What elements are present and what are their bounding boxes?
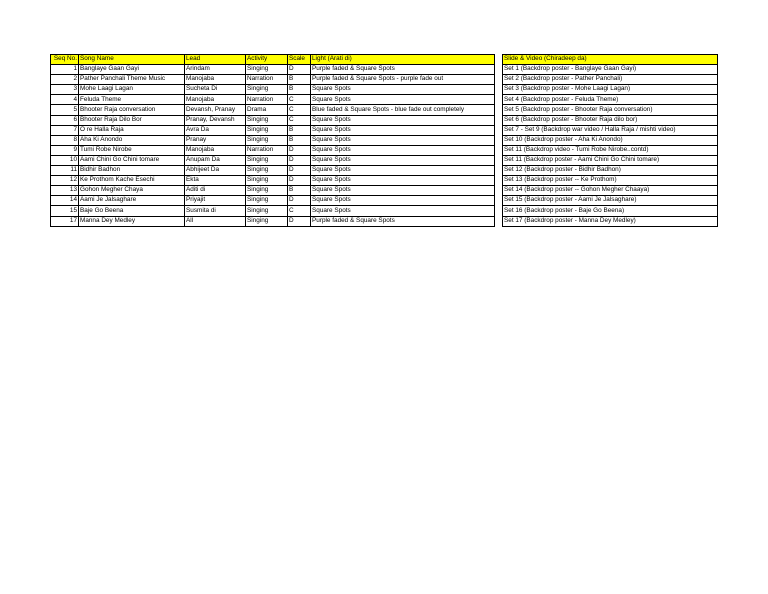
table-row — [51, 196, 718, 206]
spacer-cell — [495, 155, 503, 165]
slide-video-cell[interactable]: Set 16 (Backdrop poster - Baje Go Beena) — [503, 206, 718, 216]
lead-cell[interactable]: Pranay, Devansh — [185, 115, 246, 125]
table-row — [51, 135, 718, 145]
slide-video-cell[interactable]: Set 15 (Backdrop poster - Aami Je Jalsaghare) — [503, 196, 718, 206]
header-row — [51, 55, 718, 65]
seq-cell[interactable]: 7 — [51, 125, 79, 135]
seq-cell[interactable]: 9 — [51, 145, 79, 155]
light-cell[interactable]: Square Spots — [311, 145, 495, 155]
slide-video-cell[interactable]: Set 14 (Backdrop poster -- Gohon Megher Chaaya) — [503, 186, 718, 196]
activity-cell[interactable]: Singing — [246, 115, 288, 125]
light-cell[interactable]: Square Spots — [311, 196, 495, 206]
spacer-cell — [495, 85, 503, 95]
scale-cell[interactable]: C — [288, 206, 311, 216]
header-activity[interactable]: Activity — [246, 55, 288, 65]
scale-cell[interactable]: C — [288, 105, 311, 115]
scale-cell[interactable]: B — [288, 125, 311, 135]
lead-cell[interactable]: Anupam Da — [185, 155, 246, 165]
song-name-cell[interactable]: Aami Je Jalsaghare — [79, 196, 185, 206]
seq-cell[interactable]: 3 — [51, 85, 79, 95]
song-name-cell[interactable]: Banglaye Gaan Gayi — [79, 65, 185, 75]
scale-cell[interactable]: D — [288, 176, 311, 186]
scale-cell[interactable]: B — [288, 135, 311, 145]
table-row — [51, 105, 718, 115]
song-name-cell[interactable]: Bhooter Raja conversation — [79, 105, 185, 115]
activity-cell[interactable]: Narration — [246, 75, 288, 85]
seq-cell[interactable]: 1 — [51, 65, 79, 75]
light-cell[interactable]: Purple faded & Square Spots - purple fade out — [311, 75, 495, 85]
scale-cell[interactable]: D — [288, 166, 311, 176]
table-row — [51, 65, 718, 75]
scale-cell[interactable]: C — [288, 115, 311, 125]
header-scale[interactable]: Scale — [288, 55, 311, 65]
header-seq[interactable]: Seq No. — [51, 55, 79, 65]
lead-cell[interactable]: All — [185, 216, 246, 226]
scale-cell[interactable]: D — [288, 145, 311, 155]
light-cell[interactable]: Square Spots — [311, 166, 495, 176]
lead-cell[interactable]: Arindam — [185, 65, 246, 75]
slide-video-cell[interactable]: Set 4 (Backdrop poster - Feluda Theme) — [503, 95, 718, 105]
scale-cell[interactable]: B — [288, 75, 311, 85]
table-row — [51, 95, 718, 105]
table-row — [51, 85, 718, 95]
spacer-cell — [495, 135, 503, 145]
song-name-cell[interactable]: Gohon Megher Chaya — [79, 186, 185, 196]
lead-cell[interactable]: Ekta — [185, 176, 246, 186]
seq-cell[interactable]: 10 — [51, 155, 79, 165]
header-light[interactable]: Light (Arati di) — [311, 55, 495, 65]
spacer-cell — [495, 186, 503, 196]
scale-cell[interactable]: B — [288, 186, 311, 196]
song-name-cell[interactable]: Mohe Laagi Lagan — [79, 85, 185, 95]
lead-cell[interactable]: Devansh, Pranay — [185, 105, 246, 115]
light-cell[interactable]: Square Spots — [311, 186, 495, 196]
slide-video-cell[interactable]: Set 17 (Backdrop poster - Manna Dey Medley) — [503, 216, 718, 226]
slide-video-cell[interactable]: Set 11 (Backdrop poster - Aami Chini Go Chini tomare) — [503, 155, 718, 165]
scale-cell[interactable]: D — [288, 216, 311, 226]
lead-cell[interactable]: Avra Da — [185, 125, 246, 135]
scale-cell[interactable]: B — [288, 85, 311, 95]
seq-cell[interactable]: 11 — [51, 166, 79, 176]
activity-cell[interactable]: Singing — [246, 65, 288, 75]
spacer-cell — [495, 75, 503, 85]
song-name-cell[interactable]: Aami Chini Go Chini tomare — [79, 155, 185, 165]
spacer-cell — [495, 105, 503, 115]
song-name-cell[interactable]: O re Halla Raja — [79, 125, 185, 135]
seq-cell[interactable]: 4 — [51, 95, 79, 105]
light-cell[interactable]: Square Spots — [311, 115, 495, 125]
seq-cell[interactable]: 17 — [51, 216, 79, 226]
activity-cell[interactable]: Singing — [246, 176, 288, 186]
light-cell[interactable]: Purple faded & Square Spots — [311, 65, 495, 75]
seq-cell[interactable]: 14 — [51, 196, 79, 206]
spacer-cell — [495, 95, 503, 105]
activity-cell[interactable]: Singing — [246, 155, 288, 165]
song-name-cell[interactable]: Ke Prothom Kache Esechi — [79, 176, 185, 186]
header-lead[interactable]: Lead — [185, 55, 246, 65]
activity-cell[interactable]: Singing — [246, 166, 288, 176]
slide-video-cell[interactable]: Set 6 (Backdrop poster - Bhooter Raja dilo bor) — [503, 115, 718, 125]
spacer-cell — [495, 196, 503, 206]
song-name-cell[interactable]: Pather Panchali Theme Music — [79, 75, 185, 85]
lead-cell[interactable]: Abhijeet Da — [185, 166, 246, 176]
table-row — [51, 75, 718, 85]
seq-cell[interactable]: 5 — [51, 105, 79, 115]
spacer-cell — [495, 176, 503, 186]
spacer-cell — [495, 55, 503, 65]
slide-video-cell[interactable]: Set 2 (Backdrop poster - Pather Panchali) — [503, 75, 718, 85]
table-row — [51, 176, 718, 186]
table-row — [51, 155, 718, 165]
table-row — [51, 166, 718, 176]
song-name-cell[interactable]: Aha Ki Anondo — [79, 135, 185, 145]
table-row — [51, 186, 718, 196]
lead-cell[interactable]: Manojaba — [185, 95, 246, 105]
table-row — [51, 115, 718, 125]
scale-cell[interactable]: C — [288, 95, 311, 105]
scale-cell[interactable]: D — [288, 155, 311, 165]
activity-cell[interactable]: Singing — [246, 135, 288, 145]
slide-video-cell[interactable]: Set 7 - Set 9 (Backdrop war video / Halla Raja / mishti video) — [503, 125, 718, 135]
song-name-cell[interactable]: Baje Go Beena — [79, 206, 185, 216]
activity-cell[interactable]: Drama — [246, 105, 288, 115]
slide-video-cell[interactable]: Set 13 (Backdrop poster -- Ke Prothom) — [503, 176, 718, 186]
light-cell[interactable]: Square Spots — [311, 95, 495, 105]
seq-cell[interactable]: 6 — [51, 115, 79, 125]
seq-cell[interactable]: 12 — [51, 176, 79, 186]
seq-cell[interactable]: 13 — [51, 186, 79, 196]
light-cell[interactable]: Square Spots — [311, 176, 495, 186]
header-slide[interactable]: Slide & Video (Chiradeep da) — [503, 55, 718, 65]
slide-video-cell[interactable]: Set 5 (Backdrop poster - Bhooter Raja conversation) — [503, 105, 718, 115]
activity-cell[interactable]: Singing — [246, 125, 288, 135]
activity-cell[interactable]: Singing — [246, 196, 288, 206]
song-name-cell[interactable]: Manna Dey Medley — [79, 216, 185, 226]
song-name-cell[interactable]: Feluda Theme — [79, 95, 185, 105]
song-name-cell[interactable]: Tumi Robe Nirobe — [79, 145, 185, 155]
slide-video-cell[interactable]: Set 3 (Backdrop poster - Mohe Laagi Lagan) — [503, 85, 718, 95]
lead-cell[interactable]: Manojaba — [185, 145, 246, 155]
spacer-cell — [495, 145, 503, 155]
light-cell[interactable]: Square Spots — [311, 206, 495, 216]
activity-cell[interactable]: Narration — [246, 95, 288, 105]
light-cell[interactable]: Square Spots — [311, 85, 495, 95]
light-cell[interactable]: Square Spots — [311, 135, 495, 145]
lead-cell[interactable]: Sucheta Di — [185, 85, 246, 95]
light-cell[interactable]: Purple faded & Square Spots — [311, 216, 495, 226]
scale-cell[interactable]: D — [288, 65, 311, 75]
lead-cell[interactable]: Susmita di — [185, 206, 246, 216]
table-row — [51, 145, 718, 155]
spacer-cell — [495, 206, 503, 216]
spacer-cell — [495, 216, 503, 226]
song-name-cell[interactable]: Bidhir Badhon — [79, 166, 185, 176]
light-cell[interactable]: Square Spots — [311, 155, 495, 165]
activity-cell[interactable]: Singing — [246, 186, 288, 196]
lead-cell[interactable]: Pranay — [185, 135, 246, 145]
slide-video-cell[interactable]: Set 10 (Backdrop poster - Aha Ki Anondo) — [503, 135, 718, 145]
lead-cell[interactable]: Aditi di — [185, 186, 246, 196]
spacer-cell — [495, 125, 503, 135]
seq-cell[interactable]: 8 — [51, 135, 79, 145]
schedule-table — [50, 54, 718, 227]
slide-video-cell[interactable]: Set 1 (Backdrop poster - Banglaye Gaan Gayi) — [503, 65, 718, 75]
table-row — [51, 216, 718, 226]
activity-cell[interactable]: Singing — [246, 206, 288, 216]
scale-cell[interactable]: D — [288, 196, 311, 206]
activity-cell[interactable]: Narration — [246, 145, 288, 155]
light-cell[interactable]: Square Spots — [311, 125, 495, 135]
seq-cell[interactable]: 2 — [51, 75, 79, 85]
slide-video-cell[interactable]: Set 11 (Backdrop video - Tumi Robe Nirobe..contd) — [503, 145, 718, 155]
lead-cell[interactable]: Priyajit — [185, 196, 246, 206]
seq-cell[interactable]: 15 — [51, 206, 79, 216]
spacer-cell — [495, 65, 503, 75]
table-row — [51, 125, 718, 135]
table-row — [51, 206, 718, 216]
activity-cell[interactable]: Singing — [246, 85, 288, 95]
slide-video-cell[interactable]: Set 12 (Backdrop poster - Bidhir Badhon) — [503, 166, 718, 176]
header-song[interactable]: Song Name — [79, 55, 185, 65]
spacer-cell — [495, 115, 503, 125]
spacer-cell — [495, 166, 503, 176]
lead-cell[interactable]: Manojaba — [185, 75, 246, 85]
activity-cell[interactable]: Singing — [246, 216, 288, 226]
light-cell[interactable]: Blue faded & Square Spots - blue fade out completely — [311, 105, 495, 115]
song-name-cell[interactable]: Bhooter Raja Dilo Bor — [79, 115, 185, 125]
